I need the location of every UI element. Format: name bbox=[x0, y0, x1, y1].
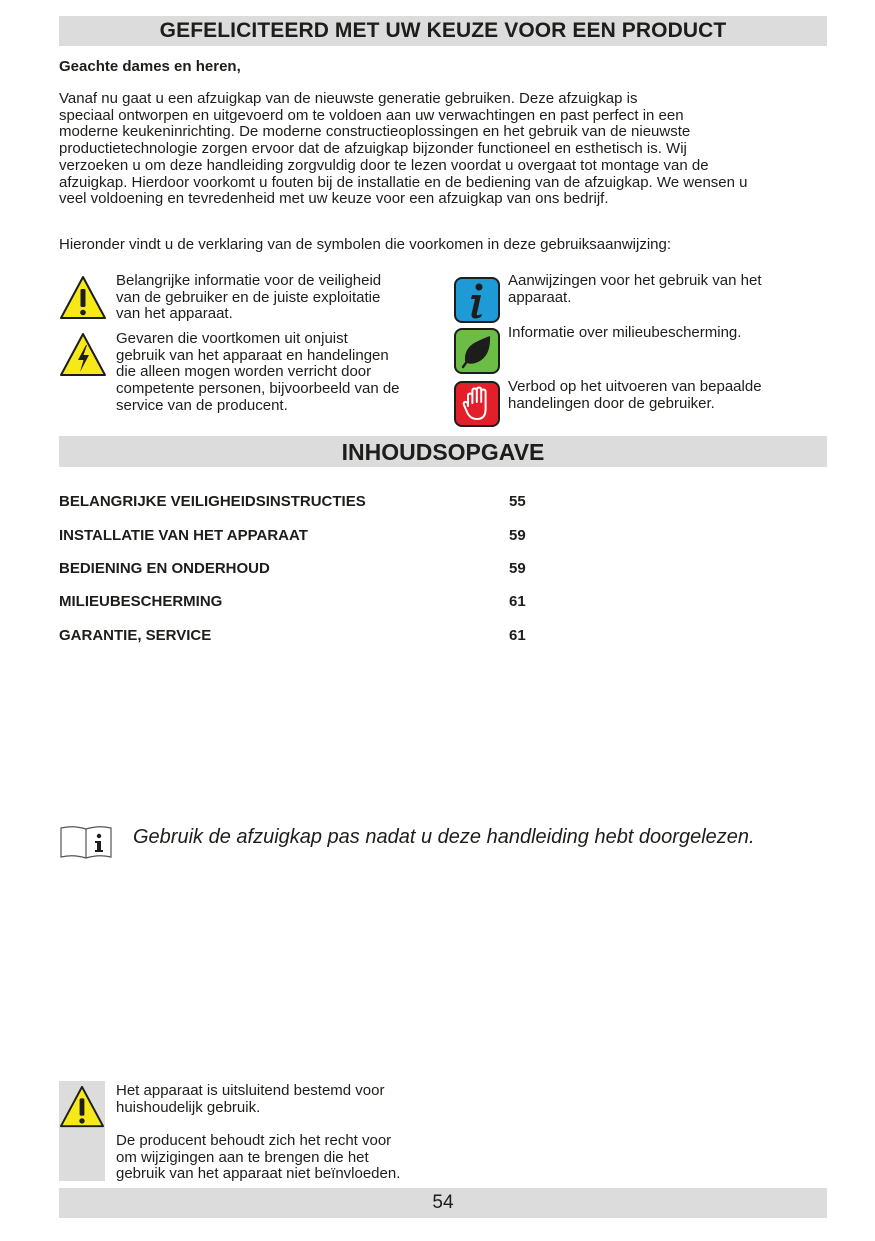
footer-line: gebruik van het apparaat niet beïnvloeden. bbox=[116, 1165, 401, 1182]
stop-hand-icon bbox=[454, 381, 500, 427]
description-line: handelingen door de gebruiker. bbox=[508, 394, 715, 412]
warning-exclamation-icon bbox=[59, 1084, 105, 1130]
intro-line: afzuigkap. Hierdoor voorkomt u fouten bij de installatie en de bediening van de afzuigkap. We wensen u bbox=[59, 173, 748, 191]
toc-entry-title[interactable]: INSTALLATIE VAN HET APPARAAT bbox=[59, 527, 308, 544]
toc-heading: INHOUDSOPGAVE bbox=[59, 436, 827, 467]
footer-line: huishoudelijk gebruik. bbox=[116, 1098, 261, 1116]
page-number: 54 bbox=[59, 1188, 827, 1218]
description-line: competente personen, bijvoorbeeld van de bbox=[116, 380, 400, 398]
intro-line: veel voldoening en tevredenheid met uw keuze voor een afzuigkap van ons bedrijf. bbox=[59, 190, 609, 208]
intro-line: productietechnologie zorgen ervoor dat de afzuigkap bijzonder functioneel en esthetisch is. Wij bbox=[59, 140, 687, 158]
description-line: Gevaren die voortkomen uit onjuist bbox=[116, 330, 348, 347]
prohibited-symbol-description bbox=[508, 379, 762, 412]
description-line: Belangrijke informatie voor de veiligheid bbox=[116, 272, 382, 289]
footer-line: De producent behoudt zich het recht voor bbox=[116, 1132, 392, 1149]
footer-note-paragraph-1 bbox=[116, 1083, 384, 1116]
footer-note-paragraph-2 bbox=[116, 1133, 400, 1183]
manual-note: Gebruik de afzuigkap pas nadat u deze handleiding hebt doorgelezen. bbox=[133, 826, 755, 848]
intro-line: Vanaf nu gaat u een afzuigkap van de nieuwste generatie gebruiken. Deze afzuigkap is bbox=[59, 90, 638, 107]
warning-exclamation-icon bbox=[59, 274, 107, 322]
description-line: gebruik van het apparaat en handelingen bbox=[116, 346, 389, 364]
description-line: Informatie over milieubescherming. bbox=[508, 324, 742, 341]
description-line: van het apparaat. bbox=[116, 305, 233, 323]
electric-hazard-icon bbox=[59, 331, 107, 379]
toc-entry-page[interactable]: 61 bbox=[509, 627, 526, 644]
description-line: apparaat. bbox=[508, 288, 572, 306]
warning-symbol-description bbox=[116, 273, 381, 323]
page-title: GEFELICITEERD MET UW KEUZE VOOR EEN PRODUCT bbox=[59, 16, 827, 46]
description-line: die alleen mogen worden verricht door bbox=[116, 363, 372, 381]
footer-line: Het apparaat is uitsluitend bestemd voor bbox=[116, 1082, 385, 1099]
toc-entry-page[interactable]: 59 bbox=[509, 527, 526, 544]
toc-entry-title[interactable]: BEDIENING EN ONDERHOUD bbox=[59, 560, 270, 577]
toc-entry-title[interactable]: MILIEUBESCHERMING bbox=[59, 593, 223, 610]
electric-symbol-description bbox=[116, 331, 400, 415]
description-line: Aanwijzingen voor het gebruik van het bbox=[508, 272, 762, 289]
description-line: van de gebruiker en de juiste exploitatie bbox=[116, 288, 381, 306]
intro-line: moderne keukeninrichting. De moderne constructieoplossingen en het gebruik van de nieuwste bbox=[59, 123, 691, 141]
info-icon bbox=[454, 277, 500, 323]
toc-entry-page[interactable]: 55 bbox=[509, 493, 526, 510]
intro-line: speciaal ontworpen en uitgevoerd om te voldoen aan uw verwachtingen en past perfect in een bbox=[59, 106, 684, 124]
intro-paragraph bbox=[59, 91, 831, 208]
intro-line: verzoeken u om deze handleiding zorgvuldig door te lezen voordat u overgaat tot montage van de bbox=[59, 156, 709, 174]
description-line: service van de producent. bbox=[116, 396, 288, 414]
footer-line: om wijzigingen aan te brengen die het bbox=[116, 1148, 369, 1166]
legend-intro: Hieronder vindt u de verklaring van de symbolen die voorkomen in deze gebruiksaanwijzing: bbox=[59, 236, 672, 253]
footer-note-icon-box bbox=[59, 1081, 105, 1181]
description-line: Verbod op het uitvoeren van bepaalde bbox=[508, 378, 762, 395]
leaf-icon bbox=[454, 328, 500, 374]
toc-entry-page[interactable]: 59 bbox=[509, 560, 526, 577]
toc-entry-page[interactable]: 61 bbox=[509, 593, 526, 610]
environment-symbol-description bbox=[508, 325, 741, 342]
toc-entry-title[interactable]: BELANGRIJKE VEILIGHEIDSINSTRUCTIES bbox=[59, 493, 366, 510]
info-symbol-description bbox=[508, 273, 762, 306]
toc-entry-title[interactable]: GARANTIE, SERVICE bbox=[59, 627, 212, 644]
manual-book-icon bbox=[59, 825, 113, 861]
greeting: Geachte dames en heren, bbox=[59, 58, 241, 75]
